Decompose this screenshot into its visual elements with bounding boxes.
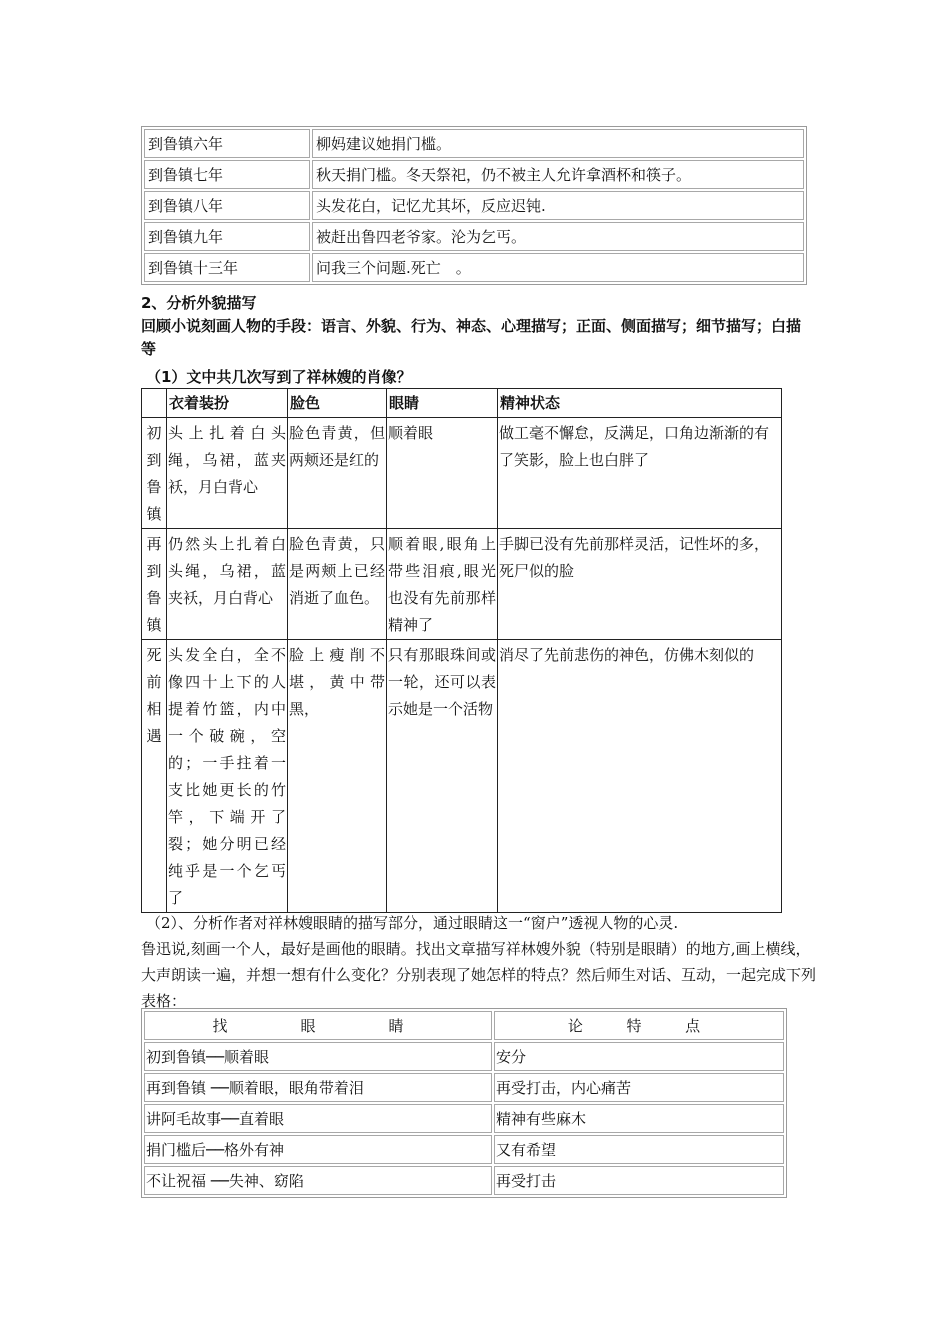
header-find-eyes [144, 1011, 492, 1040]
header-eyes: 眼睛 [387, 389, 498, 418]
header-char: 点 [685, 1017, 701, 1035]
table-row [144, 1042, 784, 1071]
eyes-cell: 顺着眼,眼角上带些泪痕,眼光也没有先前那样精神了 [387, 529, 498, 640]
table-row [144, 1166, 784, 1195]
feature-cell: 安分 [494, 1042, 784, 1071]
table-row [144, 1073, 784, 1102]
section-heading: 2、分析外貌描写 [141, 294, 257, 312]
spirit-cell: 手脚已没有先前那样灵活，记性坏的多，死尸似的脸 [498, 529, 782, 640]
event-cell: 柳妈建议她捐门槛。 [312, 129, 804, 158]
feature-cell: 又有希望 [494, 1135, 784, 1164]
instruction-text: 鲁迅说,刻画一个人，最好是画他的眼睛。找出文章描写祥林嫂外貌（特别是眼睛）的地方,画上横线，大声朗读一遍，并想一想有什么变化？分别表现了她怎样的特点？然后师生对话、互动，一起完成下列表格： [141, 940, 817, 1010]
portrait-table [141, 388, 782, 913]
eyes-cell: 只有那眼珠间或一轮，还可以表示她是一个活物 [387, 640, 498, 913]
find-eyes-cell: 不让祝福 ──失神、窈陷 [144, 1166, 492, 1195]
header-char: 睛 [388, 1017, 404, 1035]
period-cell: 到鲁镇六年 [144, 129, 310, 158]
eyes-cell: 顺着眼 [387, 418, 498, 529]
face-cell: 脸色青黄，但两颊还是红的 [288, 418, 387, 529]
clothes-cell: 头上扎着白头绳，乌裙，蓝夹袄，月白背心 [167, 418, 288, 529]
question-2: （2）、分析作者对祥林嫂眼睛的描写部分，通过眼睛这一“窗户”透视人物的心灵. [146, 914, 679, 932]
portrait-header-row [142, 389, 782, 418]
table-row [142, 640, 782, 913]
table-row [144, 191, 804, 220]
review-text: 回顾小说刻画人物的手段：语言、外貌、行为、神态、心理描写；正面、侧面描写；细节描写；白描等 [141, 317, 802, 358]
row-label: 再到鲁镇 [142, 529, 167, 640]
feature-cell: 精神有些麻木 [494, 1104, 784, 1133]
header-features [494, 1011, 784, 1040]
header-char: 特 [626, 1017, 642, 1035]
feature-cell: 再受打击，内心痛苦 [494, 1073, 784, 1102]
find-eyes-cell: 再到鲁镇 ──顺着眼，眼角带着泪 [144, 1073, 492, 1102]
table-row [142, 529, 782, 640]
header-char: 找 [212, 1017, 228, 1035]
event-cell: 被赶出鲁四老爷家。沦为乞丐。 [312, 222, 804, 251]
period-cell: 到鲁镇八年 [144, 191, 310, 220]
period-cell: 到鲁镇九年 [144, 222, 310, 251]
feature-cell: 再受打击 [494, 1166, 784, 1195]
header-char: 眼 [300, 1017, 316, 1035]
period-cell: 到鲁镇七年 [144, 160, 310, 189]
header-clothes: 衣着装扮 [167, 389, 288, 418]
face-cell: 脸上瘦削不堪，黄中带黑， [288, 640, 387, 913]
row-label: 死前相遇 [142, 640, 167, 913]
table-row [144, 253, 804, 282]
event-cell: 问我三个问题.死亡 。 [312, 253, 804, 282]
header-spirit: 精神状态 [498, 389, 782, 418]
row-label: 初到鲁镇 [142, 418, 167, 529]
table-row [144, 1104, 784, 1133]
table-row [144, 129, 804, 158]
header-char: 论 [567, 1017, 583, 1035]
find-eyes-cell: 讲阿毛故事──直着眼 [144, 1104, 492, 1133]
eye-table [141, 1008, 787, 1198]
table-row [144, 222, 804, 251]
table-row [144, 1135, 784, 1164]
question-1: （1）文中共几次写到了祥林嫂的肖像？ [146, 368, 412, 386]
event-cell: 头发花白，记忆尤其坏，反应迟钝. [312, 191, 804, 220]
find-eyes-cell: 初到鲁镇──顺着眼 [144, 1042, 492, 1071]
event-cell: 秋天捐门槛。冬天祭祀，仍不被主人允许拿酒杯和筷子。 [312, 160, 804, 189]
clothes-cell: 仍然头上扎着白头绳，乌裙，蓝夹袄，月白背心 [167, 529, 288, 640]
header-blank [142, 389, 167, 418]
analysis-text [141, 910, 817, 1014]
timeline-table [141, 126, 807, 285]
clothes-cell: 头发全白，全不像四十上下的人提着竹篮，内中一个破碗，空的；一手拄着一支比她更长的竹竿，下端开了裂；她分明已经纯乎是一个乞丐了 [167, 640, 288, 913]
table-row [144, 160, 804, 189]
spirit-cell: 做工毫不懈怠，反满足，口角边渐渐的有了笑影，脸上也白胖了 [498, 418, 782, 529]
face-cell: 脸色青黄，只是两颊上已经消逝了血色。 [288, 529, 387, 640]
header-face: 脸色 [288, 389, 387, 418]
find-eyes-cell: 捐门槛后──格外有神 [144, 1135, 492, 1164]
table-row [142, 418, 782, 529]
spirit-cell: 消尽了先前悲伤的神色，仿佛木刻似的 [498, 640, 782, 913]
eye-header-row [144, 1011, 784, 1040]
period-cell: 到鲁镇十三年 [144, 253, 310, 282]
